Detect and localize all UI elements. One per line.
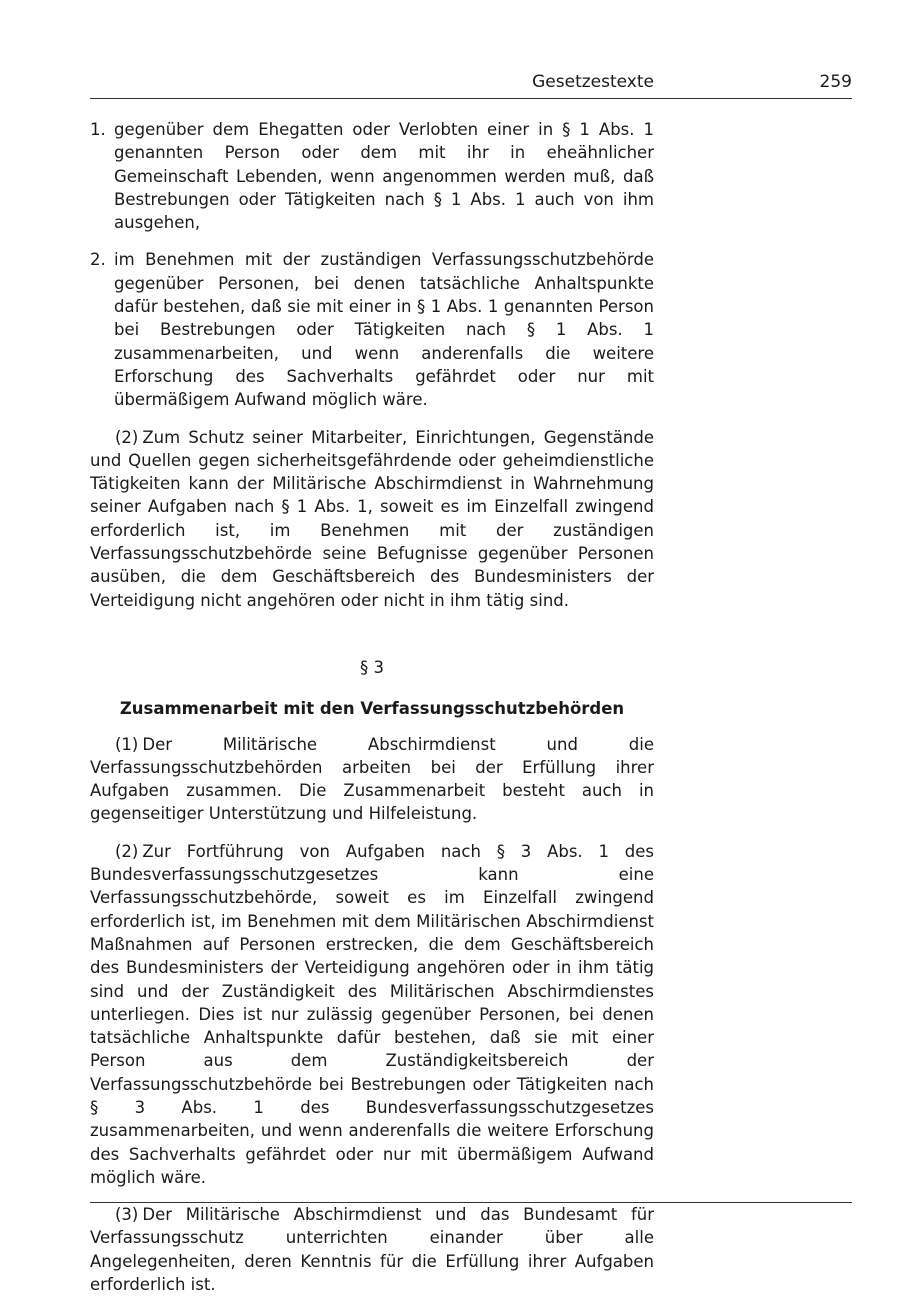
paragraph-text: Der Militärische Abschirmdienst und die Verfassungsschutzbehörden arbeiten bei der Erfüllung ihrer Aufgaben zusammen. Die Zusammenarbeit besteht auch in gegenseitiger Unterstützung und Hilfeleistung. — [90, 734, 654, 824]
page-number: 259 — [819, 72, 852, 92]
list-item — [90, 248, 654, 411]
paragraph — [90, 426, 654, 612]
page-header — [90, 68, 852, 99]
list-item-text: im Benehmen mit der zuständigen Verfassungsschutzbehörde gegenüber Personen, bei denen tatsächliche Anhaltspunkte dafür bestehen, daß sie mit einer in § 1 Abs. 1 genannten Person bei Bestrebungen oder Tätigkeiten nach § 1 Abs. 1 zusammenarbeiten, und wenn anderenfalls die weitere Erforschung des Sachverhalts gefährdet oder nur mit übermäßigem Aufwand möglich wäre. — [114, 250, 654, 410]
paragraph-text: Der Militärische Abschirmdienst und das Bundesamt für Verfassungsschutz unterrichten einander über alle Angelegenheiten, deren Kenntnis für die Erfüllung ihrer Aufgaben erforderlich ist. — [90, 1205, 654, 1295]
running-title: Gesetzestexte — [532, 72, 654, 92]
list-item — [90, 118, 654, 234]
list-item-number: 1. — [90, 120, 106, 139]
page-body — [90, 118, 654, 1310]
paragraph — [90, 1203, 654, 1296]
section-number: § 3 — [360, 657, 384, 677]
section-heading: Zusammenarbeit mit den Verfassungsschutzbehörden — [119, 699, 625, 719]
paragraph — [90, 733, 654, 826]
paragraph-number: (3) — [115, 1205, 139, 1225]
paragraph-text: Zur Fortführung von Aufgaben nach § 3 Abs. 1 des Bundesverfassungsschutzgesetzes kann eine Verfassungsschutzbehörde, soweit es im Einzelfall zwingend erforderlich ist, im Benehmen mit dem Militärischen Abschirmdienst Maßnahmen auf Personen erstrecken, die dem Geschäftsbereich des Bundesministers der Verteidigung angehören oder in ihm tätig sind und der Zuständigkeit des Militärischen Abschirmdienstes unterliegen. Dies ist nur zulässig gegenüber Personen, bei denen tatsächliche Anhaltspunkte dafür bestehen, daß sie mit einer Person aus dem Zuständigkeitsbereich der Verfassungsschutzbehörde bei Bestrebungen oder Tätigkeiten nach § 3 Abs. 1 des Bundesverfassungsschutzgesetzes zusammenarbeiten, und wenn anderenfalls die weitere Erforschung des Sachverhalts gefährdet oder nur mit übermäßigem Aufwand möglich wäre. — [90, 841, 654, 1187]
paragraph-number: (2) — [115, 841, 139, 861]
list-item-text: gegenüber dem Ehegatten oder Verlobten einer in § 1 Abs. 1 genannten Person oder dem mit ihr in eheähnlicher Gemeinschaft Lebenden, wenn angenommen werden muß, daß Bestrebungen oder Tätigkeiten nach § 1 Abs. 1 auch von ihm ausgehen, — [114, 120, 654, 233]
paragraph-number: (2) — [115, 427, 139, 447]
paragraph — [90, 840, 654, 1189]
list-item-number: 2. — [90, 250, 106, 270]
footer-rule — [90, 1202, 852, 1203]
paragraph-text: Zum Schutz seiner Mitarbeiter, Einrichtungen, Gegenstände und Quellen gegen sicherheitsgefährdende oder geheimdienstliche Tätigkeiten kann der Militärische Abschirmdienst in Wahrnehmung seiner Aufgaben nach § 1 Abs. 1, soweit es im Einzelfall zwingend erforderlich ist, im Benehmen mit der zuständigen Verfassungsschutzbehörde seine Befugnisse gegenüber Personen ausüben, die dem Geschäftsbereich des Bundesministers der Verteidigung nicht angehören oder nicht in ihm tätig sind. — [90, 427, 654, 610]
paragraph-number: (1) — [115, 734, 139, 754]
